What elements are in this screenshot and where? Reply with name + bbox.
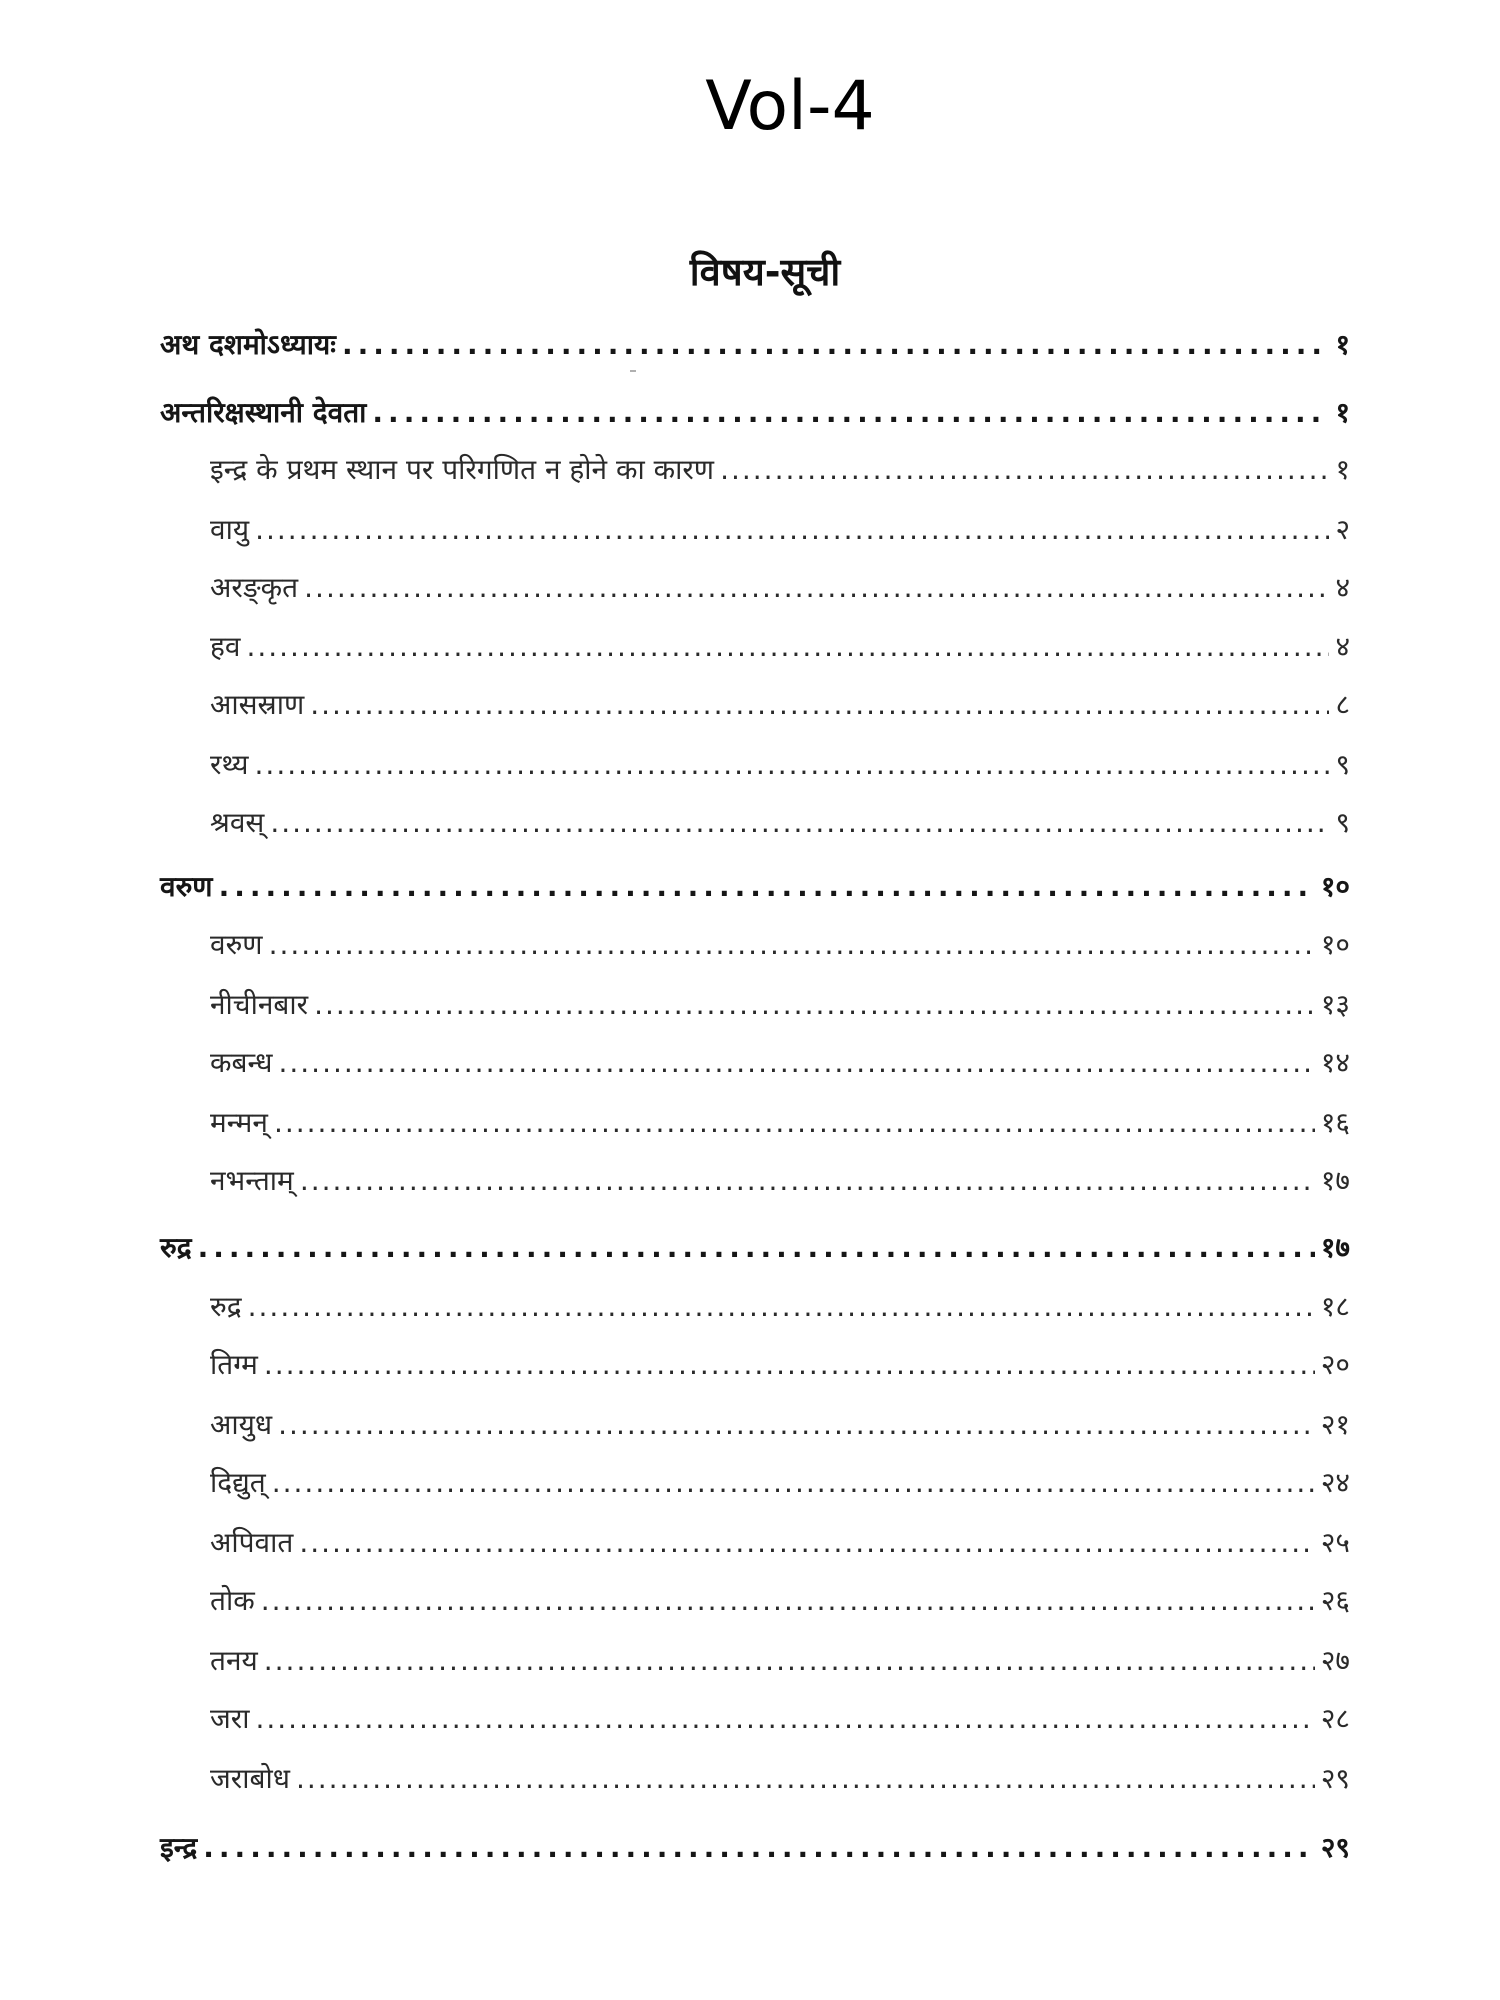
toc-entry-title: आयुध	[210, 1408, 273, 1441]
toc-entry-title: श्रवस्	[210, 806, 265, 839]
dot-leader	[300, 1156, 1315, 1206]
scan-speck	[630, 370, 636, 372]
toc-entry-title: रुद्र	[160, 1231, 192, 1264]
dot-leader	[198, 1223, 1315, 1273]
toc-subsection-row	[210, 1694, 1350, 1744]
toc-entry-title: अन्तरिक्षस्थानी देवता	[160, 396, 367, 429]
dot-leader	[246, 622, 1329, 672]
toc-entry-title: तनय	[210, 1644, 258, 1677]
toc-subsection-row	[210, 1156, 1350, 1206]
dot-leader	[296, 1754, 1315, 1804]
toc-entry-page-number: ४	[1335, 630, 1350, 663]
dot-leader	[342, 320, 1330, 370]
dot-leader	[219, 862, 1315, 912]
toc-entry-title: रथ्य	[210, 748, 249, 781]
toc-subsection-row	[210, 680, 1350, 730]
dot-leader	[203, 1823, 1315, 1873]
toc-entry-page-number: १४	[1320, 1046, 1350, 1079]
toc-entry-page-number: ८	[1335, 688, 1350, 721]
toc-subsection-row	[210, 1340, 1350, 1390]
toc-entry-page-number: १७	[1320, 1231, 1350, 1264]
dot-leader	[264, 1636, 1315, 1686]
toc-subsection-row	[210, 1754, 1350, 1804]
toc-subsection-row	[210, 1282, 1350, 1332]
page-title: विषय-सूची	[689, 250, 841, 294]
toc-entry-page-number: ९	[1335, 806, 1350, 839]
toc-subsection-row	[210, 1400, 1350, 1450]
toc-entry-page-number: १	[1335, 328, 1350, 361]
toc-entry-page-number: २०	[1320, 1348, 1350, 1381]
toc-subsection-row	[210, 740, 1350, 790]
toc-subsection-row	[210, 1098, 1350, 1148]
toc-subsection-row	[210, 980, 1350, 1030]
toc-entry-title: नीचीनबार	[210, 988, 309, 1021]
toc-section-row	[160, 320, 1350, 370]
toc-entry-title: मन्मन्	[210, 1106, 268, 1139]
dot-leader	[278, 1038, 1314, 1088]
toc-entry-page-number: २९	[1320, 1762, 1350, 1795]
toc-entry-title: आसस्राण	[210, 688, 305, 721]
toc-entry-title: रुद्र	[210, 1290, 242, 1323]
toc-entry-page-number: २१	[1320, 1408, 1350, 1441]
toc-entry-page-number: १६	[1320, 1106, 1350, 1139]
toc-entry-page-number: २६	[1320, 1584, 1350, 1617]
toc-entry-page-number: २९	[1320, 1831, 1350, 1864]
dot-leader	[264, 1340, 1315, 1390]
toc-entry-title: तिग्म	[210, 1348, 258, 1381]
toc-subsection-row	[210, 1458, 1350, 1508]
dot-leader	[274, 1098, 1315, 1148]
toc-entry-title: नभन्ताम्	[210, 1164, 294, 1197]
toc-subsection-row	[210, 1518, 1350, 1568]
dot-leader	[720, 445, 1329, 495]
toc-entry-page-number: १	[1335, 396, 1350, 429]
volume-label: Vol-4	[705, 67, 875, 146]
toc-entry-title: तोक	[210, 1584, 255, 1617]
dot-leader	[299, 1518, 1315, 1568]
dot-leader	[261, 1576, 1315, 1626]
toc-entry-title: वायु	[210, 513, 250, 546]
toc-section-row	[160, 1823, 1350, 1873]
toc-entry-page-number: १७	[1320, 1164, 1350, 1197]
toc-entry-page-number: २	[1335, 513, 1350, 546]
toc-entry-page-number: २८	[1320, 1702, 1350, 1735]
toc-entry-title: जरा	[210, 1702, 250, 1735]
dot-leader	[255, 740, 1330, 790]
dot-leader	[270, 798, 1329, 848]
toc-subsection-row	[210, 920, 1350, 970]
toc-subsection-row	[210, 1636, 1350, 1686]
toc-entry-page-number: २७	[1320, 1644, 1350, 1677]
dot-leader	[304, 563, 1329, 613]
toc-entry-page-number: ९	[1335, 748, 1350, 781]
dot-leader	[269, 920, 1315, 970]
dot-leader	[255, 505, 1329, 555]
toc-entry-title: दिद्युत्	[210, 1466, 266, 1499]
toc-entry-title: हव	[210, 630, 241, 663]
toc-section-row	[160, 1223, 1350, 1273]
toc-entry-title: इन्द्र के प्रथम स्थान पर परिगणित न होने का कारण	[210, 453, 715, 486]
dot-leader	[310, 680, 1329, 730]
toc-subsection-row	[210, 505, 1350, 555]
toc-entry-page-number: १३	[1320, 988, 1350, 1021]
toc-subsection-row	[210, 798, 1350, 848]
toc-section-row	[160, 862, 1350, 912]
dot-leader	[248, 1282, 1315, 1332]
toc-subsection-row	[210, 563, 1350, 613]
dot-leader	[278, 1400, 1315, 1450]
toc-entry-page-number: २५	[1320, 1526, 1350, 1559]
toc-entry-page-number: २४	[1320, 1466, 1350, 1499]
toc-entry-title: वरुण	[160, 870, 213, 903]
toc-entry-title: अरङ्कृत	[210, 571, 299, 604]
dot-leader	[314, 980, 1315, 1030]
toc-entry-title: कबन्ध	[210, 1046, 273, 1079]
toc-entry-title: अपिवात	[210, 1526, 294, 1559]
toc-subsection-row	[210, 1576, 1350, 1626]
dot-leader	[255, 1694, 1314, 1744]
toc-subsection-row	[210, 1038, 1350, 1088]
toc-entry-page-number: १०	[1320, 928, 1350, 961]
toc-entry-title: जराबोध	[210, 1762, 290, 1795]
toc-entry-page-number: १८	[1320, 1290, 1350, 1323]
dot-leader	[372, 388, 1329, 438]
toc-section-row	[160, 388, 1350, 438]
toc-entry-page-number: १०	[1320, 870, 1350, 903]
toc-entry-title: इन्द्र	[160, 1831, 198, 1864]
toc-entry-page-number: १	[1335, 453, 1350, 486]
dot-leader	[272, 1458, 1315, 1508]
toc-subsection-row	[210, 622, 1350, 672]
toc-entry-page-number: ४	[1335, 571, 1350, 604]
toc-subsection-row	[210, 445, 1350, 495]
toc-entry-title: अथ दशमोऽध्यायः	[160, 328, 336, 361]
toc-entry-title: वरुण	[210, 928, 263, 961]
